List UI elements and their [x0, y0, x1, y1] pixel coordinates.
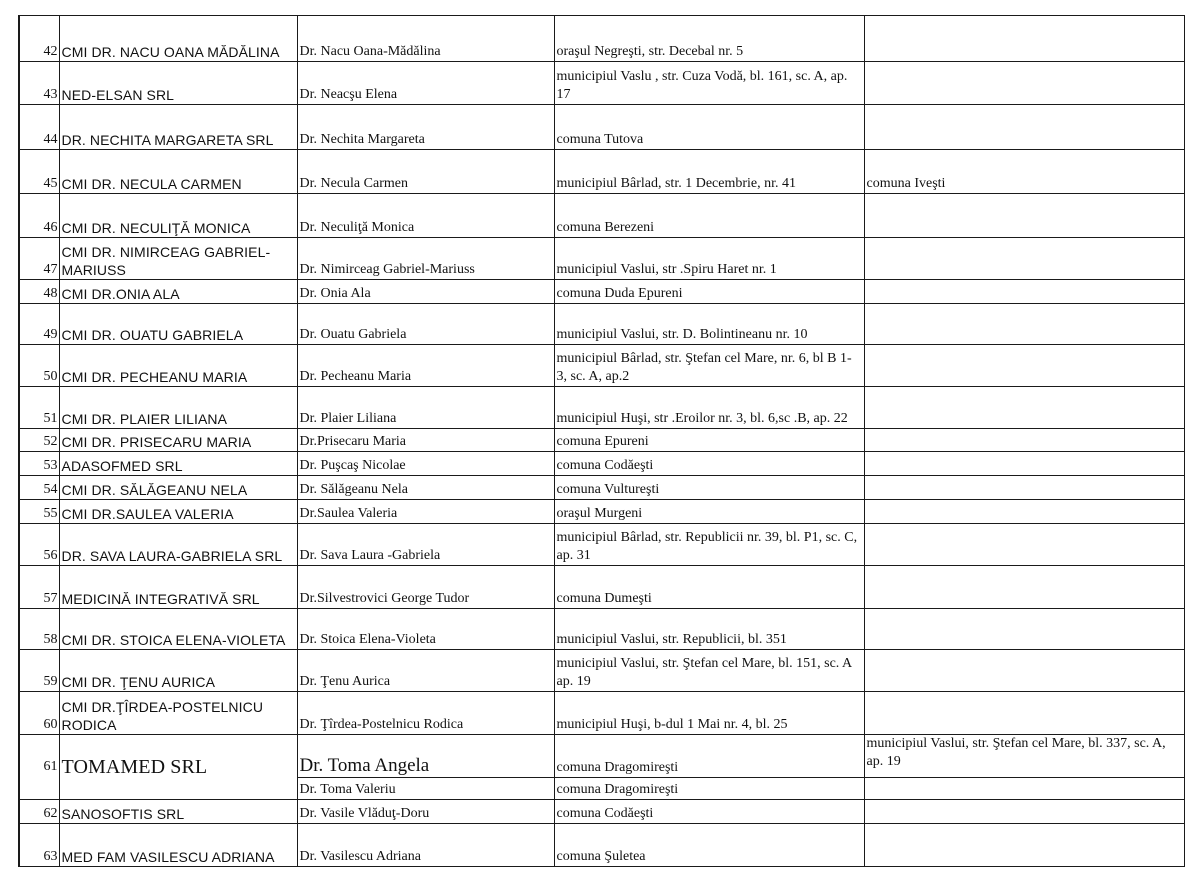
- doctor-name: Dr. Toma Angela: [297, 735, 554, 778]
- secondary-location: municipiul Vaslui, str. Ştefan cel Mare, bl. 337, sc. A, ap. 19: [864, 735, 1184, 778]
- row-number: 62: [19, 800, 59, 824]
- doctor-name: Dr. Neacşu Elena: [297, 62, 554, 105]
- address: comuna Tutova: [554, 105, 864, 150]
- row-number: 48: [19, 280, 59, 304]
- secondary-location: [864, 16, 1184, 62]
- row-number: 46: [19, 194, 59, 238]
- row-number: 49: [19, 304, 59, 345]
- address: comuna Şuletea: [554, 824, 864, 867]
- address: comuna Berezeni: [554, 194, 864, 238]
- table-row: [19, 609, 1184, 650]
- secondary-location: [864, 194, 1184, 238]
- doctor-name: Dr. Stoica Elena-Violeta: [297, 609, 554, 650]
- firm-name: CMI DR. NECULIŢĂ MONICA: [59, 194, 297, 238]
- address: municipiul Vaslui, str. Republicii, bl. 351: [554, 609, 864, 650]
- row-number: 44: [19, 105, 59, 150]
- doctor-name: Dr. Toma Valeriu: [297, 778, 554, 800]
- address: comuna Codăeşti: [554, 800, 864, 824]
- secondary-location: comuna Iveşti: [864, 150, 1184, 194]
- address: municipiul Vaslui, str. Ştefan cel Mare, bl. 151, sc. A ap. 19: [554, 650, 864, 692]
- secondary-location: [864, 345, 1184, 387]
- firm-name: NED-ELSAN SRL: [59, 62, 297, 105]
- doctor-name: Dr. Neculiţă Monica: [297, 194, 554, 238]
- table-row: [19, 194, 1184, 238]
- doctor-name: Dr. Nimirceag Gabriel-Mariuss: [297, 238, 554, 280]
- firm-name: CMI DR.SAULEA VALERIA: [59, 500, 297, 524]
- secondary-location: [864, 778, 1184, 800]
- table-row: [19, 105, 1184, 150]
- firm-name: MEDICINĂ INTEGRATIVĂ SRL: [59, 566, 297, 609]
- table-row: [19, 16, 1184, 62]
- firm-name: ADASOFMED SRL: [59, 452, 297, 476]
- address: comuna Duda Epureni: [554, 280, 864, 304]
- secondary-location: [864, 429, 1184, 452]
- secondary-location: [864, 800, 1184, 824]
- doctor-name: Dr. Onia Ala: [297, 280, 554, 304]
- table-row: [19, 650, 1184, 692]
- table-row: [19, 824, 1184, 867]
- firm-name: CMI DR. ŢENU AURICA: [59, 650, 297, 692]
- firm-name: CMI DR. PLAIER LILIANA: [59, 387, 297, 429]
- secondary-location: [864, 692, 1184, 735]
- doctor-name: Dr. Sălăgeanu Nela: [297, 476, 554, 500]
- secondary-location: [864, 238, 1184, 280]
- secondary-location: [864, 280, 1184, 304]
- doctor-name: Dr. Vasilescu Adriana: [297, 824, 554, 867]
- doctor-name: Dr.Silvestrovici George Tudor: [297, 566, 554, 609]
- address: comuna Epureni: [554, 429, 864, 452]
- doctor-name: Dr. Necula Carmen: [297, 150, 554, 194]
- secondary-location: [864, 650, 1184, 692]
- firm-name: MED FAM VASILESCU ADRIANA: [59, 824, 297, 867]
- address: oraşul Murgeni: [554, 500, 864, 524]
- firm-name: CMI DR. OUATU GABRIELA: [59, 304, 297, 345]
- doctor-name: Dr. Ţîrdea-Postelnicu Rodica: [297, 692, 554, 735]
- address: comuna Codăeşti: [554, 452, 864, 476]
- row-number: 54: [19, 476, 59, 500]
- secondary-location: [864, 609, 1184, 650]
- row-number: 56: [19, 524, 59, 566]
- row-number: 51: [19, 387, 59, 429]
- doctor-name: Dr.Prisecaru Maria: [297, 429, 554, 452]
- doctor-name: Dr. Puşcaş Nicolae: [297, 452, 554, 476]
- table-row: [19, 304, 1184, 345]
- address: municipiul Vaslui, str .Spiru Haret nr. 1: [554, 238, 864, 280]
- secondary-location: [864, 566, 1184, 609]
- address: oraşul Negreşti, str. Decebal nr. 5: [554, 16, 864, 62]
- table-row: [19, 387, 1184, 429]
- row-number: 47: [19, 238, 59, 280]
- secondary-location: [864, 62, 1184, 105]
- table-row: [19, 62, 1184, 105]
- doctor-name: Dr.Saulea Valeria: [297, 500, 554, 524]
- table-row: [19, 800, 1184, 824]
- secondary-location: [864, 105, 1184, 150]
- address: comuna Dumeşti: [554, 566, 864, 609]
- firm-name: DR. SAVA LAURA-GABRIELA SRL: [59, 524, 297, 566]
- firm-name: CMI DR. STOICA ELENA-VIOLETA: [59, 609, 297, 650]
- row-number: 57: [19, 566, 59, 609]
- doctor-name: Dr. Ţenu Aurica: [297, 650, 554, 692]
- table-row: [19, 735, 1184, 778]
- table-row: [19, 150, 1184, 194]
- secondary-location: [864, 524, 1184, 566]
- table-row: [19, 566, 1184, 609]
- address: comuna Dragomireşti: [554, 735, 864, 778]
- doctor-name: Dr. Vasile Vlăduţ-Doru: [297, 800, 554, 824]
- firm-name: CMI DR. NACU OANA MĂDĂLINA: [59, 16, 297, 62]
- doctor-name: Dr. Plaier Liliana: [297, 387, 554, 429]
- address: municipiul Bârlad, str. Republicii nr. 39, bl. P1, sc. C, ap. 31: [554, 524, 864, 566]
- address: comuna Dragomireşti: [554, 778, 864, 800]
- firm-name: CMI DR. PRISECARU MARIA: [59, 429, 297, 452]
- doctor-name: Dr. Nacu Oana-Mădălina: [297, 16, 554, 62]
- doctor-name: Dr. Ouatu Gabriela: [297, 304, 554, 345]
- table-row: [19, 524, 1184, 566]
- address: municipiul Huşi, b-dul 1 Mai nr. 4, bl. 25: [554, 692, 864, 735]
- row-number: 55: [19, 500, 59, 524]
- firm-name: TOMAMED SRL: [59, 735, 297, 800]
- row-number: 61: [19, 735, 59, 800]
- table-row: [19, 429, 1184, 452]
- row-number: 45: [19, 150, 59, 194]
- row-number: 59: [19, 650, 59, 692]
- address: comuna Vultureşti: [554, 476, 864, 500]
- doctor-name: Dr. Pecheanu Maria: [297, 345, 554, 387]
- row-number: 43: [19, 62, 59, 105]
- address: municipiul Bârlad, str. 1 Decembrie, nr. 41: [554, 150, 864, 194]
- firm-name: SANOSOFTIS SRL: [59, 800, 297, 824]
- doctors-table: [18, 15, 1185, 867]
- row-number: 52: [19, 429, 59, 452]
- secondary-location: [864, 304, 1184, 345]
- address: municipiul Vaslu , str. Cuza Vodă, bl. 161, sc. A, ap. 17: [554, 62, 864, 105]
- row-number: 60: [19, 692, 59, 735]
- firm-name: CMI DR. PECHEANU MARIA: [59, 345, 297, 387]
- address: municipiul Huşi, str .Eroilor nr. 3, bl. 6,sc .B, ap. 22: [554, 387, 864, 429]
- table-row: [19, 692, 1184, 735]
- firm-name: CMI DR. NIMIRCEAG GABRIEL-MARIUSS: [59, 238, 297, 280]
- row-number: 50: [19, 345, 59, 387]
- doctor-name: Dr. Sava Laura -Gabriela: [297, 524, 554, 566]
- firm-name: CMI DR.ŢÎRDEA-POSTELNICU RODICA: [59, 692, 297, 735]
- firm-name: CMI DR.ONIA ALA: [59, 280, 297, 304]
- table-row: [19, 476, 1184, 500]
- address: municipiul Vaslui, str. D. Bolintineanu nr. 10: [554, 304, 864, 345]
- secondary-location: [864, 500, 1184, 524]
- table-row: [19, 345, 1184, 387]
- row-number: 63: [19, 824, 59, 867]
- secondary-location: [864, 824, 1184, 867]
- row-number: 42: [19, 16, 59, 62]
- table-row: [19, 238, 1184, 280]
- firm-name: DR. NECHITA MARGARETA SRL: [59, 105, 297, 150]
- table-row: [19, 452, 1184, 476]
- table-row: [19, 500, 1184, 524]
- address: municipiul Bârlad, str. Ştefan cel Mare, nr. 6, bl B 1-3, sc. A, ap.2: [554, 345, 864, 387]
- table-row: [19, 280, 1184, 304]
- row-number: 58: [19, 609, 59, 650]
- doctor-name: Dr. Nechita Margareta: [297, 105, 554, 150]
- secondary-location: [864, 476, 1184, 500]
- secondary-location: [864, 387, 1184, 429]
- firm-name: CMI DR. NECULA CARMEN: [59, 150, 297, 194]
- firm-name: CMI DR. SĂLĂGEANU NELA: [59, 476, 297, 500]
- row-number: 53: [19, 452, 59, 476]
- secondary-location: [864, 452, 1184, 476]
